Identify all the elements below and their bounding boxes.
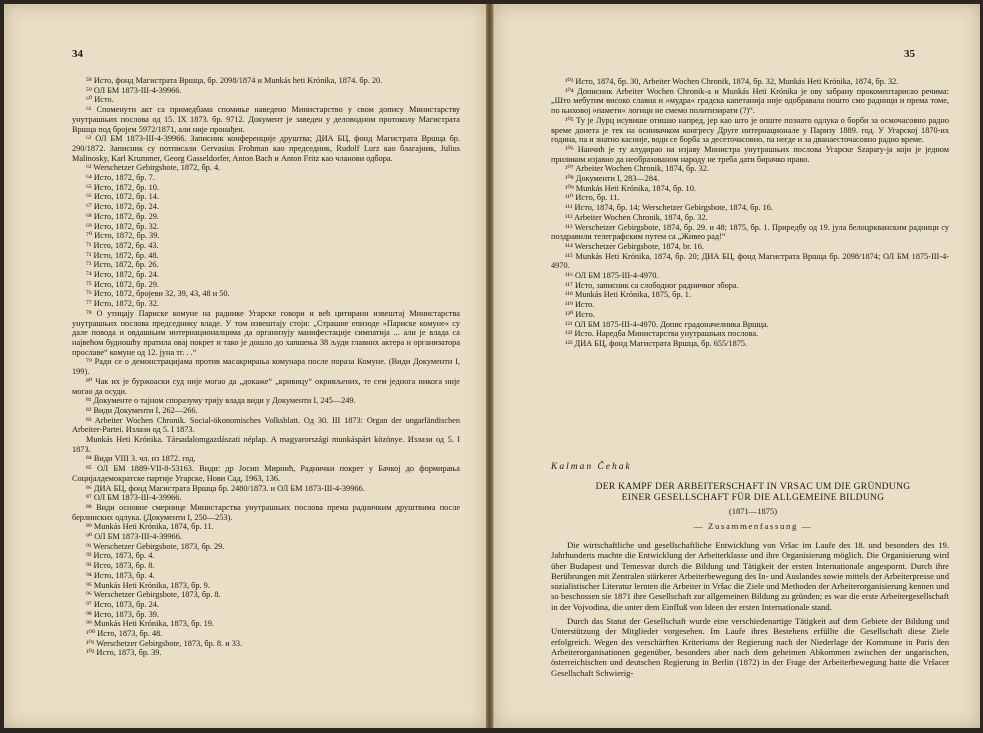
- footnote: ¹¹² Arbeiter Wochen Chronik, 1874, бр. 32.: [565, 212, 708, 222]
- footnote: ⁶⁹ Исто, 1872, бр. 32.: [86, 221, 159, 231]
- section-heading: — Zusammenfassung —: [693, 521, 813, 531]
- footnote: ¹⁰⁴ Дописник Arbeiter Wochen Chronik-а и Munkás Heti Krónika је ову забрану прокоментарисао речима: „Што мебутим високо славна и »мудра« градска капетанија није одобравала пошто смо радници и према томе, по њиховој »памети« логици не смемо политизирати (?)“.: [551, 86, 949, 116]
- footnote: ⁹² Исто, 1873, бр. 4.: [86, 551, 155, 561]
- footnote: ⁸⁸ Види основне смернице Министарства унутрашњих послова према радничким друштвима после берлинских одлука. (Документи I, 250—253).: [72, 502, 460, 522]
- footnote: ¹¹³ Werschetzer Gebirgsbote, 1874, бр. 29. и 48; 1875, бр. 1. Приредбу од 19. јула белоцркванским радници су поздравили телеграфским путем са „Живео рад!“: [551, 222, 949, 242]
- footnote: ⁸⁹ Munkás Heti Krónika, 1874, бр. 11.: [86, 522, 214, 532]
- footnote: ⁷⁶ Исто, 1872, бројеви 32, 39, 43, 48 и 50.: [86, 289, 230, 299]
- footnote: ⁸⁰ Чак их је буржоаски суд није могао да „докаже“ „кривицу“ окривљених, те сем једнога никога није могао да осуди.: [72, 376, 460, 396]
- summary-paragraph-2: Durch das Statut der Gesellschaft wurde eine verschiedenartige Tätigkeit auf dem Gebiete der Bildung und Unterstützung der Mitglieder vorgesehen. Im Laufe ihres Bestehens erfüllte die Gesellschaft diese Ziele erfolgreich. Wegen des verschärften Kriteriums der Regierung nach der Niederlage der Kommune in Paris den Arbeiterorganisationen gegenüber, besonders aber nach dem geheimen Abkommen zwischen der ungarischen, österreichischen und deutschen Regierung in Berlin (1872) in der Frage der Arbeiterbewegung hatte die Vršacer Gesellschaft Schwierig-: [551, 616, 949, 678]
- footnote: ⁶¹ Споменути акт са примедбама спомиње наведено Министарство у свом допису Министарству унутрашњих послова од 15. IX 1873. бр. 9712. Документ је заведен у деловодном протоколу Магистрата Вршца под бројем 5972/1871, али није пронађен.: [72, 105, 460, 134]
- footnote: ¹¹⁶ ОЛ БМ 1875-III-4-4970.: [565, 271, 659, 281]
- footnote: ⁸⁷ ОЛ БМ 1873-III-4-39966.: [86, 493, 182, 503]
- footnote: ¹²⁰ Исто.: [565, 309, 595, 319]
- footnote: ¹¹⁷ Исто, записник са слободног радничког збора.: [565, 280, 739, 290]
- right-page: [493, 4, 980, 728]
- footnote: ⁹³ Исто, 1873, бр. 8.: [86, 561, 155, 571]
- footnote: ¹¹⁴ Werschetzer Gebirgsbote, 1874, br. 16.: [565, 241, 704, 251]
- footnote: ⁶² ОЛ БМ 1873-III-4-39966. Записник конференције друштва; ДИА БЦ, фонд Магистрата Вршца бр. 290/1872. Записник су потписали Gervasius Frohman као председник, Rudolf Lurz као благајник, Julius Malinosky, Karl Krummer, Georg Gasseldorfer, Anton Bach и Anton Fritz као чланови одбора.: [72, 134, 460, 163]
- footnote: ⁶⁷ Исто, 1872, бр. 24.: [86, 202, 159, 212]
- footnote: ⁷³ Исто, 1872, бр. 26.: [86, 260, 159, 270]
- footnote: ⁶⁴ Исто, 1872, бр. 7.: [86, 173, 155, 183]
- summary-paragraph-1: Die wirtschaftliche und gesellschaftliche Entwicklung von Vršac im Laufe des 18. und besonders des 19. Jahrhunderts machte die Entwicklung der Arbeiterklasse und ihre Organisierung möglich. Die Organisierung wird über Budapest und Temesvar durch die Bildung und Tätigkeit der ersten Internationale angespornt. Durch ihre Berührungen mit Zentralen stärkerer Arbeiterbewegung des In- und Auslandes sowie mittels der Arbeiterpresse und sozialistischer Literatur lernten die Arbeiter in Vršac die Ziele und Methoden der Arbeiterorganisierung kennen und so beschossen sie 1871 ihre Gesellschaft zur allgemeinen Bildung zu gründen; es war die erste Arbeitergesellschaft in der Vojvodina, die unter dem Einfluß von Ideen der ersten Internationale stand.: [551, 540, 949, 612]
- footnote: ⁸⁵ ОЛ БМ 1889-VII-8-53163. Види: др Јосип Мирнић, Раднички покрет у Бачкој до формирања Социјалдемократске партије Угарске, Нови Сад, 1963, 136.: [72, 464, 460, 483]
- footnote: ¹⁰⁹ Munkás Heti Krónika, 1874, бр. 10.: [565, 183, 696, 193]
- footnote: ¹²¹ ОЛ БМ 1875-III-4-4970. Допис градоначелника Вршца.: [565, 319, 769, 329]
- article-title-line-2: EINER GESELLSCHAFT FÜR DIE ALLGEMEINE BILDUNG: [621, 493, 885, 503]
- footnote: ¹⁰¹ Werschetzer Gebirgsbote, 1873, бр. 8. и 33.: [86, 638, 243, 648]
- page-number-right: 35: [904, 48, 915, 60]
- footnote: ¹¹⁵ Munkás Heti Krónika, 1874, бр. 20; ДИА БЦ, фонд Магистрата Вршца бр. 2098/1874; ОЛ БМ 1875-III-4-4970.: [551, 251, 949, 271]
- footnote: ⁹⁸ Исто, 1873, бр. 39.: [86, 609, 159, 619]
- footnote: ⁹⁷ Исто, 1873, бр. 24.: [86, 599, 159, 609]
- footnote: ⁶⁸ Исто, 1872, бр. 29.: [86, 211, 159, 221]
- footnote: ⁷⁵ Исто, 1872, бр. 29.: [86, 279, 159, 289]
- article-title: [554, 482, 952, 504]
- footnote: ⁶⁰ Исто.: [86, 95, 114, 105]
- footnote: ¹¹¹ Исто, 1874, бр. 14; Werschetzer Gebirgsbote, 1874, бр. 16.: [565, 203, 774, 213]
- footnote: ⁹⁹ Munkás Heti Krónika, 1873, бр. 19.: [86, 619, 214, 629]
- footnote: ⁵⁸ Исто, фонд Магистрата Вршца, бр. 2098/1874 и Munkás heti Krónika, 1874. бр. 20.: [86, 76, 383, 85]
- footnote: ⁷⁹ Ради се о демонстрацијама против масакрирања комунара после пораза Комуне. (Види Документи I, 199).: [72, 357, 460, 377]
- book-gutter: [486, 4, 493, 728]
- footnote: ⁹¹ Werschetzer Gebirgsbote, 1873, бр. 29.: [86, 541, 225, 551]
- footnote: ⁷² Исто, 1872, бр. 48.: [86, 250, 159, 260]
- footnote: ¹⁰⁷ Arbeiter Wochen Chronik, 1874, бр. 32.: [565, 164, 709, 174]
- footnote: ⁶⁶ Исто, 1872, бр. 14.: [86, 192, 159, 202]
- page-number-left: 34: [72, 48, 83, 60]
- article-dates: (1871—1875): [728, 506, 778, 516]
- footnote: ⁷⁰ Исто, 1872, бр. 39.: [86, 231, 160, 241]
- footnote: ⁹⁰ ОЛ БМ 1873-III-4-39966.: [86, 532, 182, 542]
- footnote: ¹⁰⁶ Нанчић је ту алудирао на изјаву Министра унутрашњих послова Угарске Szapary-ја који је једном приликом изјавио да необразованом народу не треба дати бирачко право.: [551, 144, 949, 164]
- left-page: [4, 4, 487, 728]
- footnote: ¹²² Исто. Наредба Министарства унутрашњих послова.: [565, 329, 759, 339]
- footnote: ¹¹⁸ Munkás Heti Krónika, 1875, бр. 1.: [565, 290, 691, 300]
- footnote: ¹⁰² Исто, 1873, бр. 39.: [86, 648, 162, 658]
- footnote: ⁷⁸ О утицају Париске комуне на раднике Угарске говори и већ цитирани извештај Министарства унутрашњих послова председнику владе. У том извештају стоји: „Страшне епизоде »Париске комуне« су дале повода и овдашњим интернационалцима да организују манифестације симпатија ... али је влада са највећом будношћу пратила овај покрет и тако је дошло до хапшења 38 људи главних актера и организатора прославе“ комуне од 12. јуна тг. . .“: [72, 308, 460, 357]
- footnotes-right: [551, 77, 949, 349]
- footnote: ⁸² Види Документи I, 262—266.: [86, 405, 198, 415]
- footnote: ⁵⁹ ОЛ БМ 1873-III-4-39966.: [86, 85, 182, 95]
- footnote: ¹⁰⁰ Исто, 1873, бр. 48.: [86, 629, 163, 639]
- footnote: ⁹⁶ Werschetzer Gebirgsbote, 1873, бр. 8.: [86, 590, 221, 600]
- summary-body: [551, 540, 949, 682]
- footnote: Munkás Heti Krónika. Társadalomgazdászati néplap. A magyarországi munkáspárt közönye. Излази од 5. I 1873.: [72, 435, 460, 454]
- footnote: ⁷⁷ Исто, 1872, бр. 32.: [86, 299, 159, 309]
- footnote: ⁹⁵ Munkás Heti Krónika, 1873, бр. 9.: [86, 580, 210, 590]
- footnotes-left: [72, 76, 460, 658]
- footnote: ⁸³ Arbeiter Wochen Chronik. Social-ökonomisches Volksblatt. Од 30. III 1873: Organ der ungarländischen Arbeiter-Partei. Излази од 5. I 1873.: [72, 415, 460, 435]
- footnote: ¹⁰⁸ Документи I, 283—284.: [565, 174, 660, 184]
- footnote: ⁸⁴ Види VIII 3. чл. из 1872. год.: [86, 454, 196, 464]
- footnote: ¹²³ ДИА БЦ, фонд Магистрата Вршца, бр. 655/1875.: [565, 338, 748, 348]
- footnote: ⁶³ Werschetzer Gebirgsbote, 1872, бр. 4.: [86, 163, 221, 173]
- footnote: ⁶⁵ Исто, 1872, бр. 10.: [86, 182, 159, 192]
- footnote: ⁸⁶ ДИА БЦ, фонд Магистрата Вршца бр. 2480/1873. и ОЛ БМ 1873-III-4-39966.: [86, 483, 365, 493]
- footnote: ¹⁰³ Исто, 1874, бр. 30, Arbeiter Wochen Chronik, 1874, бр. 32, Munkás Heti Krónika, 1874, бр. 32.: [565, 77, 899, 86]
- footnote: ⁷⁴ Исто, 1872, бр. 24.: [86, 270, 159, 280]
- footnote: ¹⁰⁵ Ту је Лурц исувише отишао напред, јер као што је опште познато одлука о борби за осмочасовно радно време донета је тек на оснивачком конгресу Друге интернационале у Паризу 1889. год. У Угарској 1870-их година, па и знатно касније, води се борба за десеточасовно, па негде и за дванаесточасовно радно време.: [551, 115, 949, 145]
- footnote: ⁷¹ Исто, 1872, бр. 43.: [86, 240, 159, 250]
- article-author: Kalman Čehak: [551, 462, 632, 472]
- article-title-line-1: DER KAMPF DER ARBEITERSCHAFT IN VRSAC UM DIE GRÜNDUNG: [595, 482, 911, 492]
- footnote: ⁸¹ Документе о тајном споразуму трију влада види у Документи I, 245—249.: [86, 396, 356, 406]
- footnote: ¹¹⁰ Исто, бр. 11.: [565, 193, 620, 203]
- footnote: ¹¹⁹ Исто.: [565, 300, 595, 310]
- footnote: ⁹⁴ Исто, 1873, бр. 4.: [86, 570, 155, 580]
